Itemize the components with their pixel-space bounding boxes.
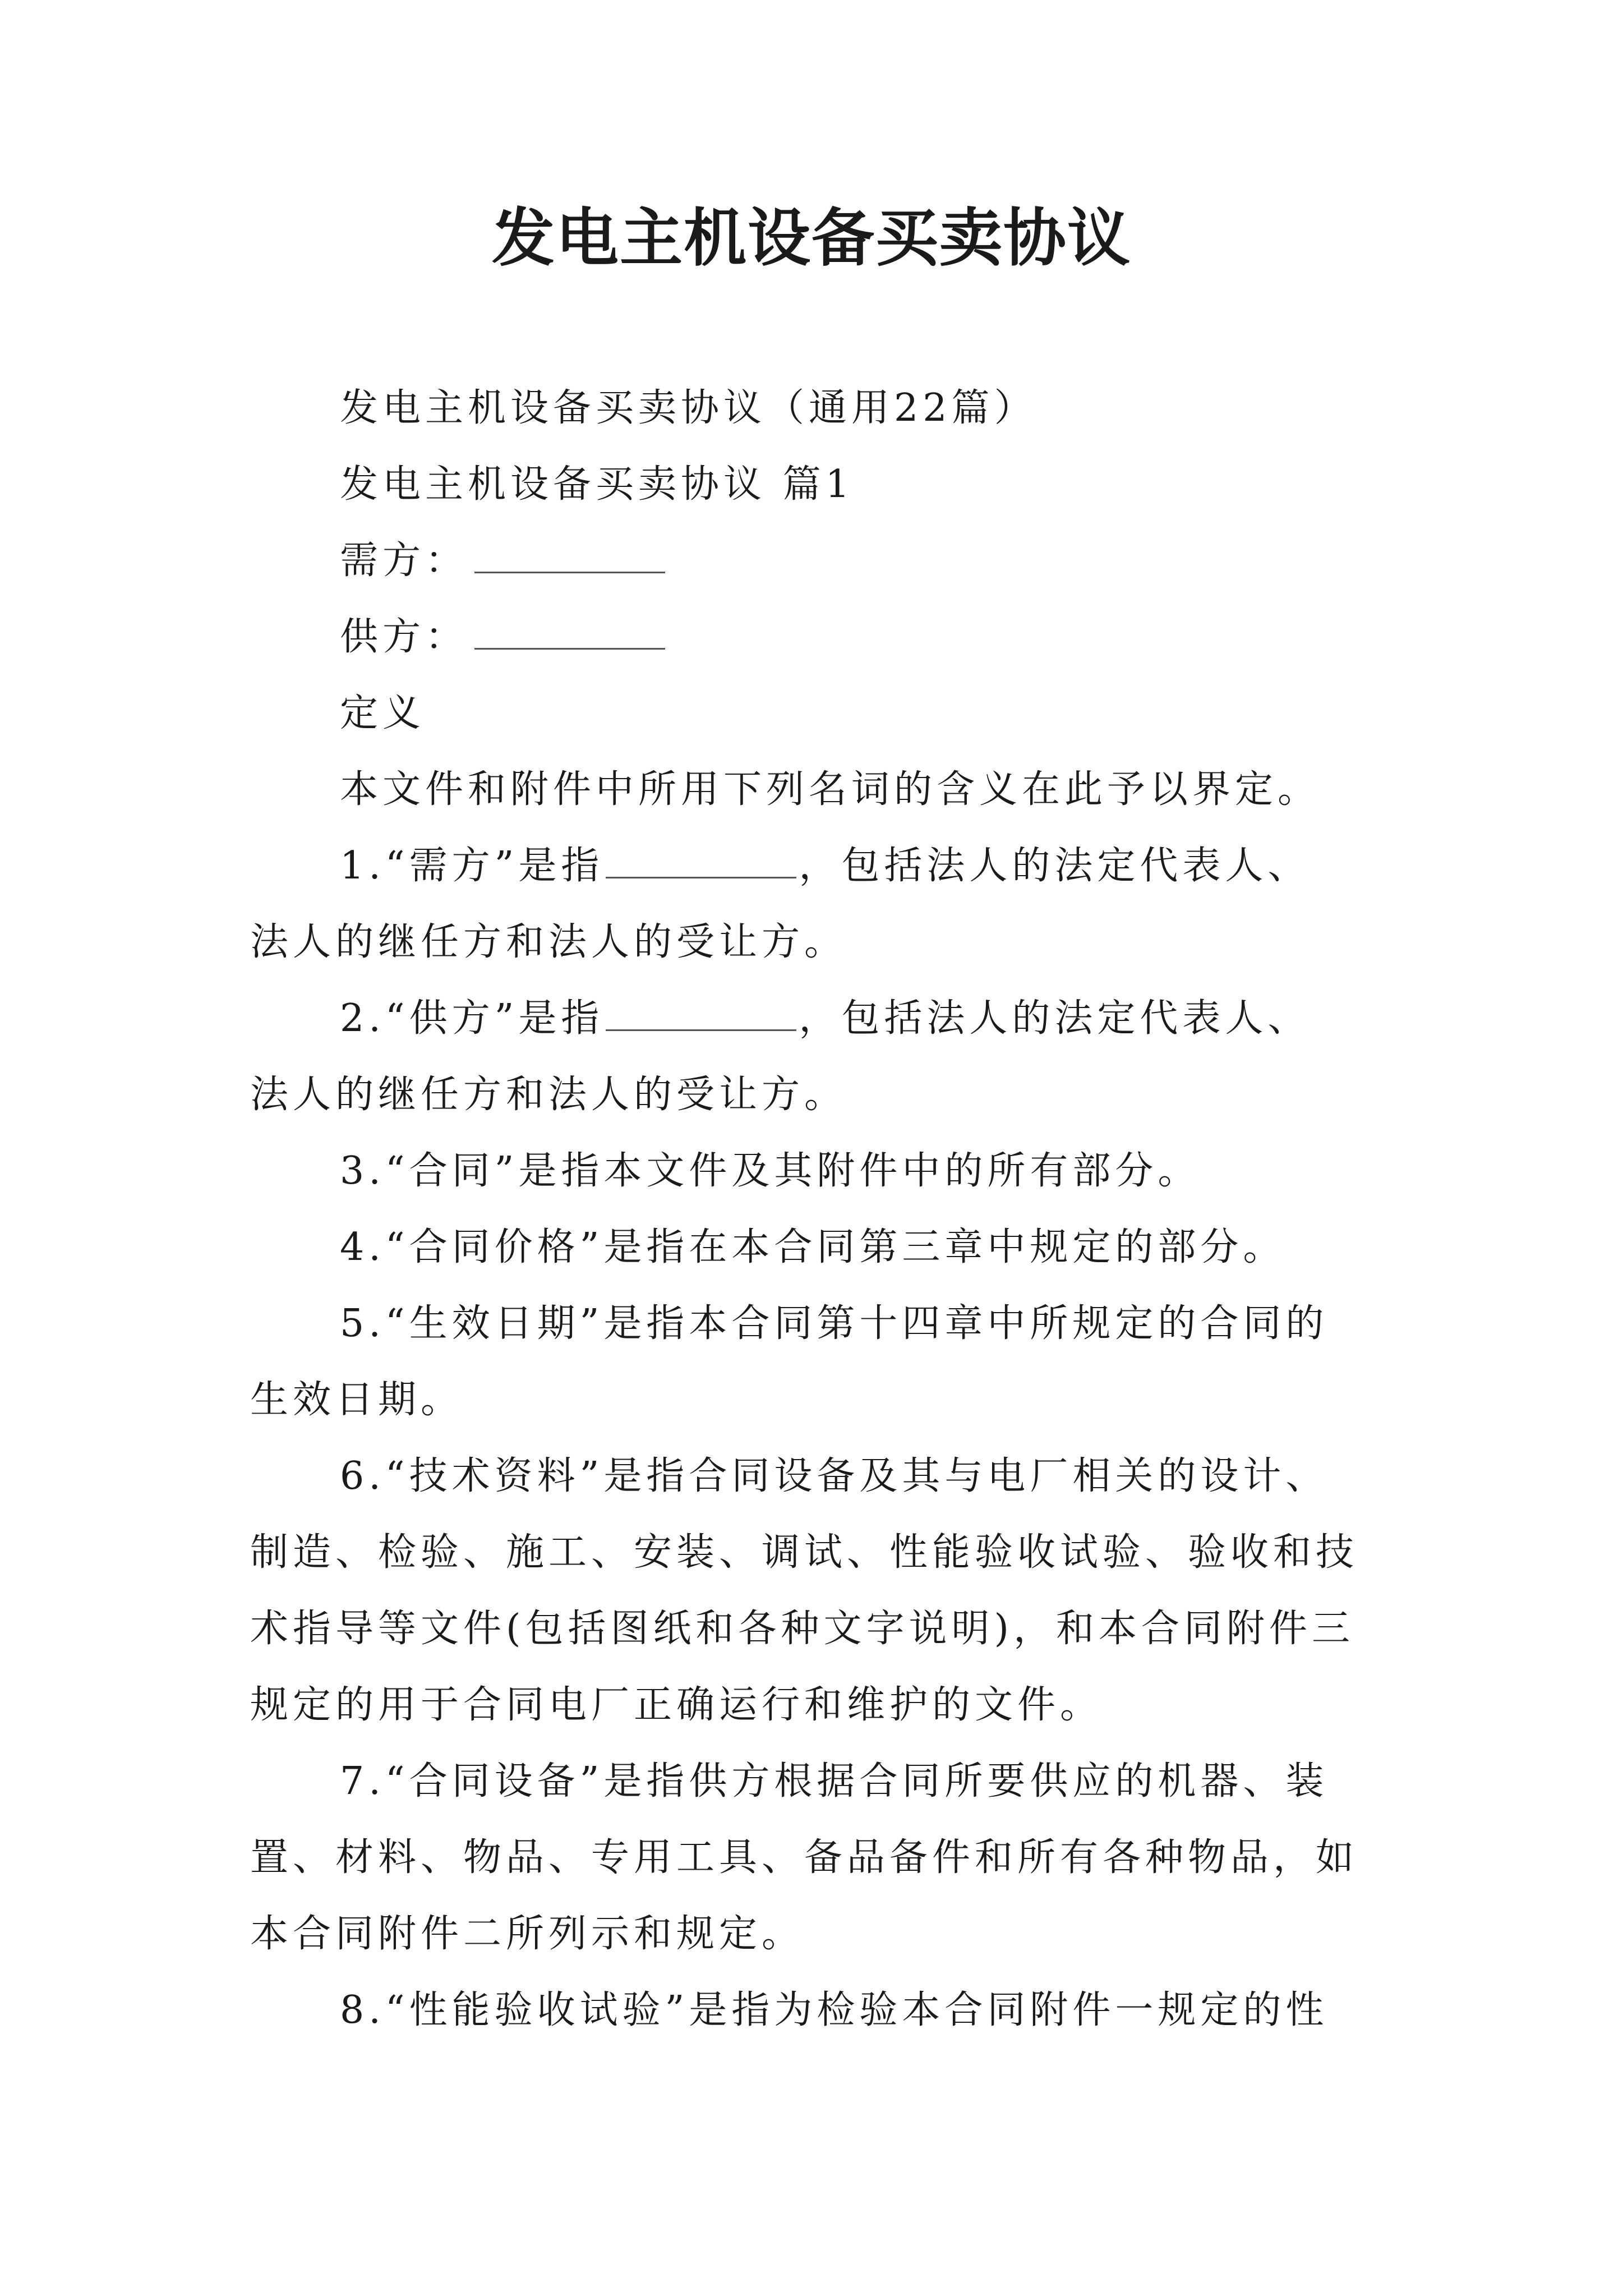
definition-item-5 bbox=[250, 1286, 1389, 1438]
item-line: 置、材料、物品、专用工具、备品备件和所有各种物品，如 bbox=[250, 1835, 1359, 1880]
item-line: 1.“需方”是指 ，包括法人的法定代表人、 bbox=[340, 844, 1311, 888]
item-line: 法人的继任方和法人的受让方。 bbox=[250, 1073, 847, 1117]
item-line: 本合同附件二所列示和规定。 bbox=[250, 1912, 805, 1956]
subtitle: 发电主机设备买卖协议（通用22篇） bbox=[340, 386, 1037, 430]
definition-intro: 本文件和附件中所用下列名词的含义在此予以界定。 bbox=[340, 767, 1321, 812]
buyer-label: 需方： bbox=[340, 539, 468, 583]
definition-item-4: 4.“合同价格”是指在本合同第三章中规定的部分。 bbox=[340, 1225, 1286, 1269]
definition-item-8 bbox=[250, 1972, 1389, 2049]
supplier-line bbox=[250, 599, 1389, 675]
item-line: 6.“技术资料”是指合同设备及其与电厂相关的设计、 bbox=[340, 1454, 1329, 1498]
definition-item-2 bbox=[250, 981, 1389, 1133]
definition-item-7 bbox=[250, 1743, 1389, 1972]
item1-blank bbox=[606, 875, 796, 878]
document-title: 发电主机设备买卖协议 bbox=[492, 201, 1131, 275]
item-line: 2.“供方”是指 ，包括法人的法定代表人、 bbox=[340, 996, 1311, 1041]
definition-heading: 定义 bbox=[340, 691, 426, 735]
item-line: 法人的继任方和法人的受让方。 bbox=[250, 920, 847, 964]
document-body bbox=[250, 370, 1389, 2049]
definition-item-6 bbox=[250, 1438, 1389, 1743]
item-line: 5.“生效日期”是指本合同第十四章中所规定的合同的 bbox=[340, 1301, 1329, 1346]
item-line: 7.“合同设备”是指供方根据合同所要供应的机器、装 bbox=[340, 1759, 1329, 1803]
item-line: 术指导等文件(包括图纸和各种文字说明)，和本合同附件三 bbox=[250, 1607, 1355, 1651]
part-heading: 发电主机设备买卖协议 篇1 bbox=[340, 462, 854, 507]
supplier-label: 供方： bbox=[340, 615, 468, 659]
item-line: 8.“性能验收试验”是指为检验本合同附件一规定的性 bbox=[340, 1988, 1329, 2032]
buyer-line bbox=[250, 523, 1389, 599]
item-line: 制造、检验、施工、安装、调试、性能验收试验、验收和技 bbox=[250, 1530, 1359, 1575]
definition-item-3: 3.“合同”是指本文件及其附件中的所有部分。 bbox=[340, 1149, 1201, 1193]
supplier-blank bbox=[474, 646, 665, 650]
item-line: 生效日期。 bbox=[250, 1378, 464, 1422]
buyer-blank bbox=[474, 569, 665, 573]
item-line: 规定的用于合同电厂正确运行和维护的文件。 bbox=[250, 1683, 1103, 1727]
definition-item-1 bbox=[250, 828, 1389, 981]
item2-blank bbox=[606, 1027, 796, 1031]
